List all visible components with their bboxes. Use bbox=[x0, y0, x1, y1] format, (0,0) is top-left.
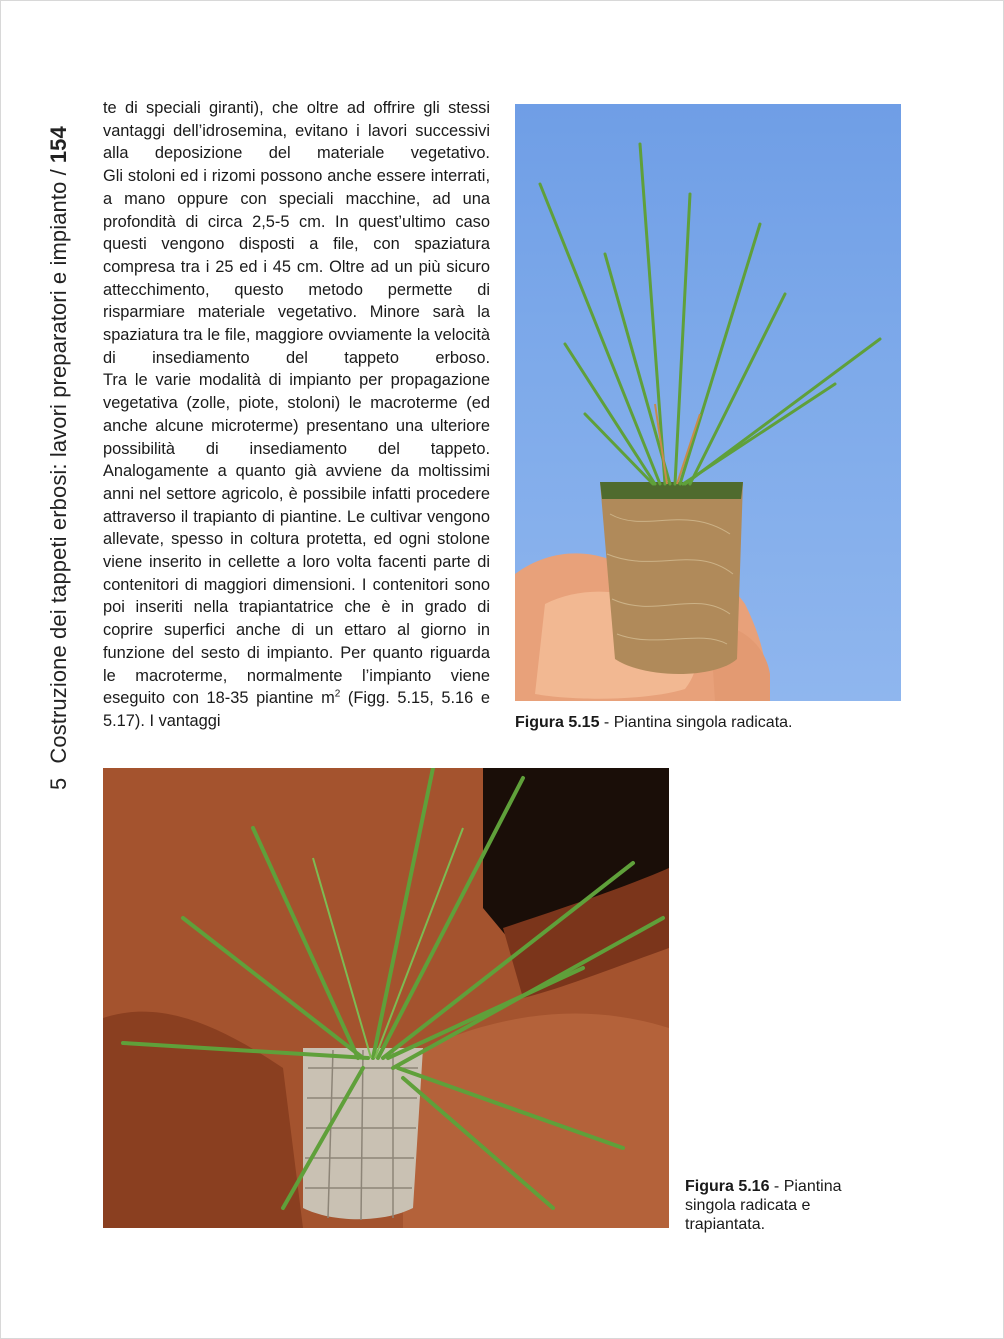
chapter-title: Costruzione dei tappeti erbosi: lavori preparatori e impianto / bbox=[46, 169, 71, 764]
figure-label: Figura 5.15 bbox=[515, 714, 600, 731]
superscript: 2 bbox=[334, 688, 341, 700]
page-number: 154 bbox=[46, 126, 71, 164]
figure-caption-text: - Piantina singola radicata. bbox=[599, 714, 793, 731]
figure-label: Figura 5.16 bbox=[685, 1178, 770, 1195]
paragraph: Gli stoloni ed i rizomi possono anche essere interrati, a mano oppure con speciali macchine, ad una profondità di circa 2,5-5 cm. In quest’ultimo caso questi vengono disposti a file, con spaziatura compresa tra i 25 ed i 45 cm. Oltre ad un più sicuro attecchimento, questo metodo permette di risparmiare materiale vegetativo. Minore sarà la spaziatura tra le file, maggiore ovviamente la velocità di insediamento del tappeto erboso. bbox=[103, 167, 490, 367]
paragraph-tail: (Figg. 5.15, 5.16 e 5.17). I vantaggi bbox=[103, 689, 490, 730]
chapter-number: 5 bbox=[46, 777, 71, 790]
paragraph-text: Tra le varie modalità di impianto per propagazione vegetativa (zolle, piote, stoloni) le macroterme (ed anche alcune microterme) presentano una ulteriore possibilità di insediamento del tappeto. Analogamente a quanto già avviene da moltissimi anni nel settore agricolo, è possibile infatti procedere attraverso il trapianto di piantine. Le cultivar vengono allevate, spesso in coltura protetta, ed ogni stolone viene inserito in cellette a loro volta facenti parte di contenitori di maggiori dimensioni. I contenitori sono poi inseriti nella trapiantatrice che è in grado di coprire superfici anche di un ettaro al giorno in funzione del sesto di impianto. Per quanto riguarda le macroterme, normalmente l’impianto viene eseguito con 18-35 piantine m bbox=[103, 371, 490, 708]
transplanted-plantlet-image bbox=[103, 768, 669, 1228]
figure-5-16-photo bbox=[103, 768, 669, 1228]
paragraph: te di speciali giranti), che oltre ad offrire gli stessi vantaggi dell’idrosemina, evitano i lavori successivi alla deposizione del materiale vegetativo. bbox=[103, 99, 490, 163]
figure-caption-text: - Piantina singola radicata e trapiantata. bbox=[685, 1178, 842, 1233]
figure-5-15-photo bbox=[515, 104, 901, 701]
figure-5-16-caption bbox=[685, 1177, 875, 1234]
paragraph bbox=[103, 369, 490, 732]
plantlet-in-hand-image bbox=[515, 104, 901, 701]
running-header bbox=[42, 90, 76, 790]
body-text bbox=[103, 97, 490, 733]
figure-5-15-caption bbox=[515, 713, 915, 732]
